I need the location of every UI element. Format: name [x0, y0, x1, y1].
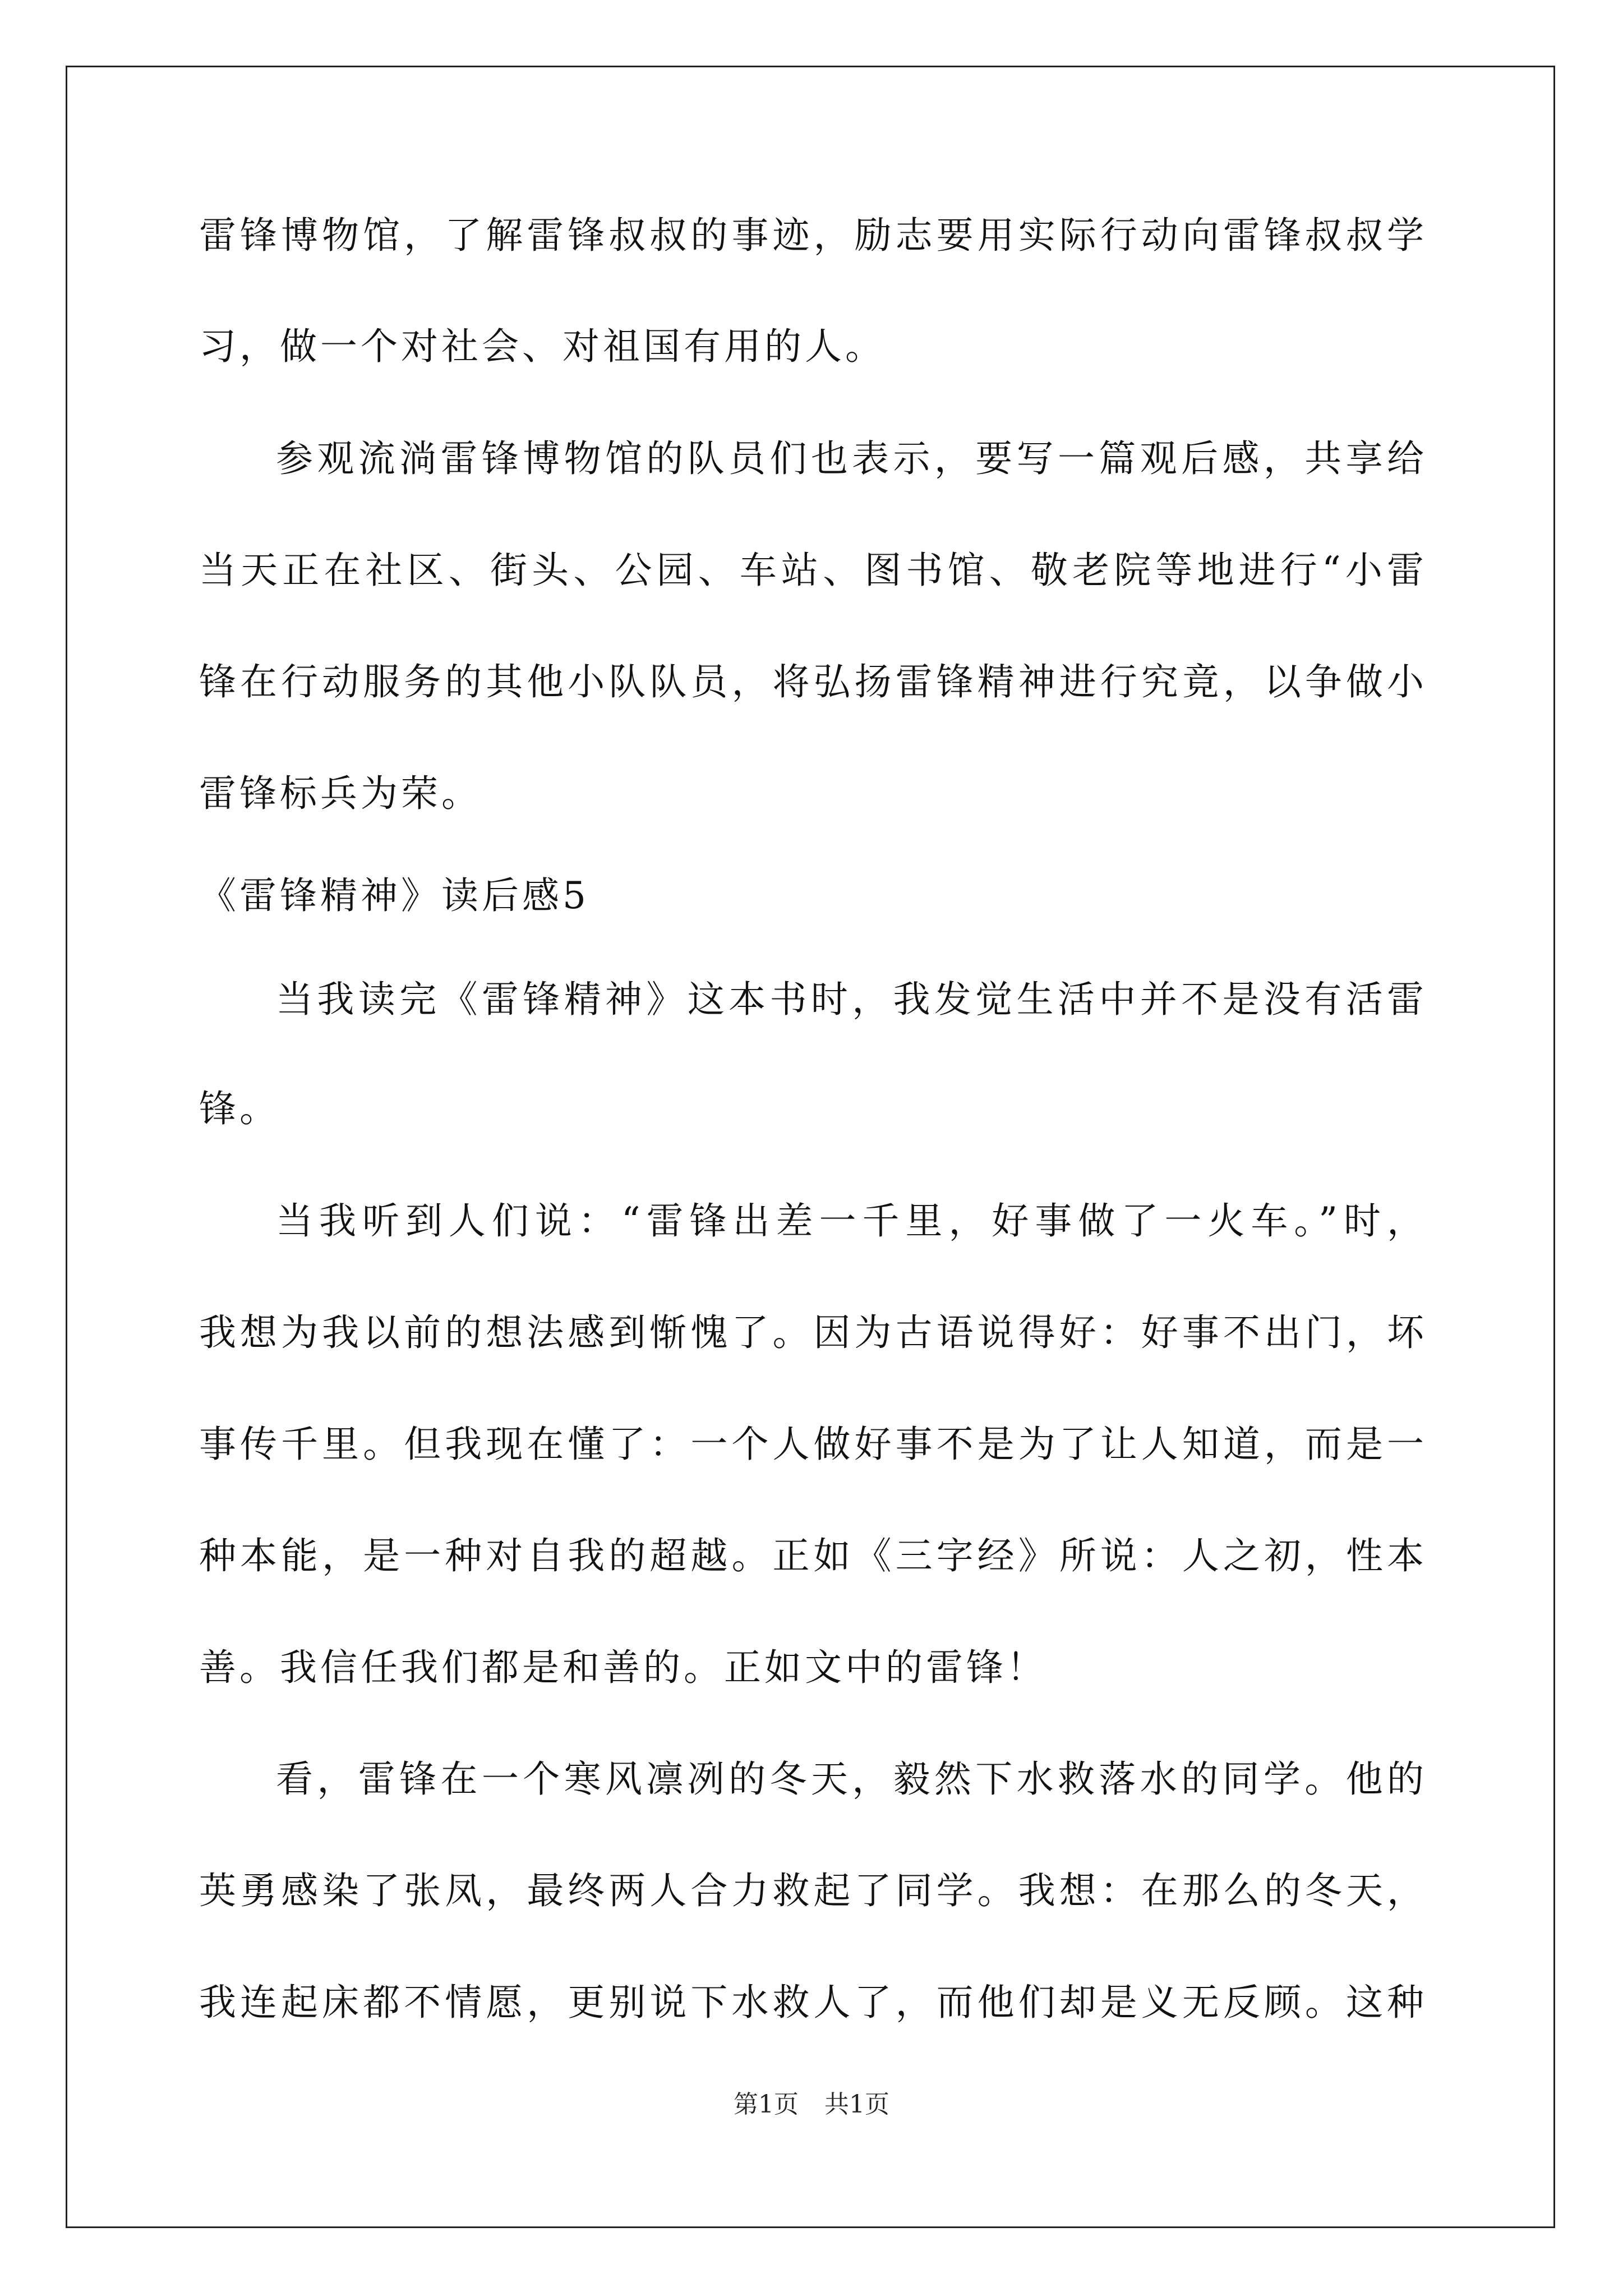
paragraph-first-line: 当我听到人们说：“雷锋出差一千里，好事做了一火车。”时，	[276, 1199, 1427, 1243]
page-footer	[0, 2084, 1623, 2120]
page-number: 第1页	[734, 2090, 799, 2119]
text-line: 种本能，是一种对自我的超越。正如《三字经》所说：人之初，性本	[199, 1534, 1427, 1577]
text-line: 雷锋博物馆，了解雷锋叔叔的事迹，励志要用实际行动向雷锋叔叔学	[199, 214, 1427, 257]
paragraph-first-line: 看，雷锋在一个寒风凛冽的冬天，毅然下水救落水的同学。他的	[276, 1757, 1427, 1801]
text-line: 雷锋标兵为荣。	[199, 772, 482, 815]
text-line: 当天正在社区、街头、公园、车站、图书馆、敬老院等地进行“小雷	[199, 549, 1427, 592]
page-total: 共1页	[824, 2090, 889, 2119]
text-line: 善。我信任我们都是和善的。正如文中的雷锋！	[199, 1646, 1047, 1689]
paragraph-first-line: 参观流淌雷锋博物馆的队员们也表示，要写一篇观后感，共享给	[276, 437, 1427, 480]
text-line: 习，做一个对社会、对祖国有用的人。	[199, 325, 886, 368]
text-line: 英勇感染了张凤，最终两人合力救起了同学。我想：在那么的冬天，	[199, 1869, 1427, 1912]
text-line: 我想为我以前的想法感到惭愧了。因为古语说得好：好事不出门，坏	[199, 1311, 1427, 1354]
section-heading: 《雷锋精神》读后感5	[199, 874, 589, 917]
text-line: 事传千里。但我现在懂了：一个人做好事不是为了让人知道，而是一	[199, 1423, 1427, 1466]
text-line: 锋。	[199, 1087, 280, 1130]
text-line: 我连起床都不情愿，更别说下水救人了，而他们却是义无反顾。这种	[199, 1981, 1427, 2024]
text-line: 锋在行动服务的其他小队队员，将弘扬雷锋精神进行究竟，以争做小	[199, 660, 1427, 703]
paragraph-first-line: 当我读完《雷锋精神》这本书时，我发觉生活中并不是没有活雷	[276, 978, 1427, 1021]
